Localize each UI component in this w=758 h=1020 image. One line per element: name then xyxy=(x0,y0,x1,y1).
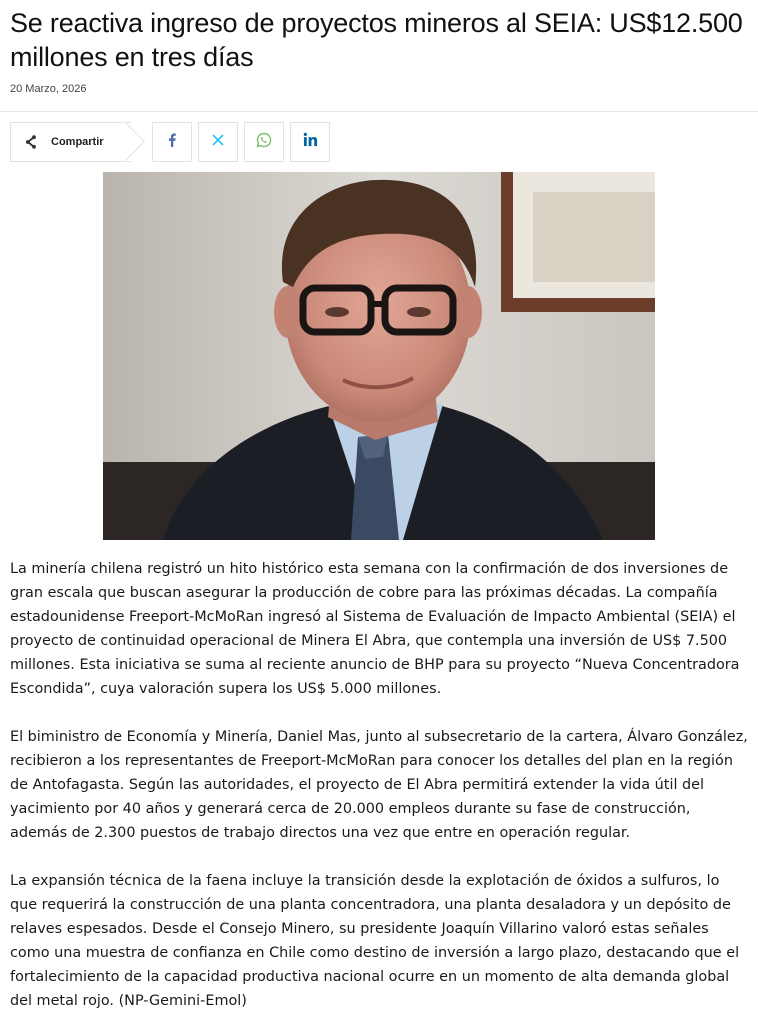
share-label: Compartir xyxy=(51,136,104,148)
x-icon xyxy=(212,133,224,151)
facebook-icon xyxy=(167,133,177,152)
whatsapp-icon xyxy=(256,132,272,153)
share-button[interactable] xyxy=(10,122,131,162)
article-paragraph: El biministro de Economía y Minería, Daniel Mas, junto al subsecretario de la cartera, Álvaro González, recibieron a los representantes de Freeport-McMoRan para conocer los detalles del plan en la región de Antofagasta. Según las autoridades, el proyecto de El Abra permitirá extender la vida útil del yacimiento por 40 años y generará cerca de 20.000 empleos durante su fase de construcción, además de 2.300 puestos de trabajo directos una vez que entre en operación regular. xyxy=(10,729,748,841)
linkedin-icon xyxy=(303,132,318,152)
article-body xyxy=(10,557,750,1020)
article-paragraph: La expansión técnica de la faena incluye la transición desde la explotación de óxidos a sulfuros, lo que requerirá la construcción de una planta concentradora, una planta desaladora y un depósito de relaves espesados. Desde el Consejo Minero, su presidente Joaquín Villarino valoró estas señales como una muestra de confianza en Chile como destino de inversión a largo plazo, destacando que el fortalecimiento de la capacidad productiva nacional ocurre en un momento de alta demanda global del metal rojo. (NP-Gemini-Emol) xyxy=(10,873,740,1009)
article-date: 20 Marzo, 2026 xyxy=(10,83,87,95)
article-paragraph: La minería chilena registró un hito histórico esta semana con la confirmación de dos inversiones de gran escala que buscan asegurar la producción de cobre para las próximas décadas. La compañía estadounidense Freeport-McMoRan ingresó al Sistema de Evaluación de Impacto Ambiental (SEIA) el proyecto de continuidad operacional de Minera El Abra, que contempla una inversión de US$ 7.500 millones. Esta iniciativa se suma al reciente anuncio de BHP para su proyecto “Nueva Concentradora Escondida”, cuya valoración supera los US$ 5.000 millones. xyxy=(10,561,740,697)
header-divider xyxy=(0,111,758,112)
share-bar xyxy=(10,122,330,162)
article-header xyxy=(0,0,758,95)
linkedin-share-button[interactable] xyxy=(290,122,330,162)
share-icon xyxy=(11,135,51,149)
facebook-share-button[interactable] xyxy=(152,122,192,162)
article-photo xyxy=(103,172,655,540)
article-title: Se reactiva ingreso de proyectos mineros al SEIA: US$12.500 millones en tres días xyxy=(10,8,743,72)
x-share-button[interactable] xyxy=(198,122,238,162)
whatsapp-share-button[interactable] xyxy=(244,122,284,162)
